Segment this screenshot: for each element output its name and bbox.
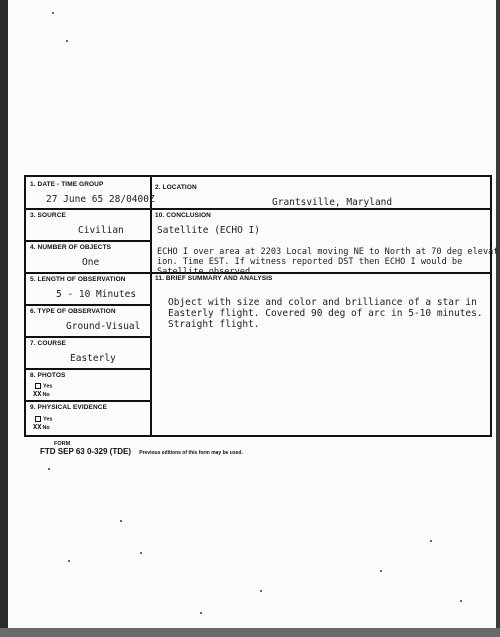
type-of-observation-label: 6. TYPE OF OBSERVATION [30, 308, 116, 315]
row-divider [26, 400, 150, 402]
conclusion-details-line2: ion. Time EST. If witness reported DST then ECHO I would be [157, 257, 463, 267]
length-of-observation-value: 5 - 10 Minutes [56, 289, 137, 300]
location-label: 2. LOCATION [155, 184, 197, 191]
column-divider [150, 177, 152, 435]
number-of-objects-value: One [82, 257, 100, 268]
conclusion-label: 10. CONCLUSION [155, 212, 211, 219]
number-of-objects-label: 4. NUMBER OF OBJECTS [30, 244, 112, 251]
course-label: 7. COURSE [30, 340, 66, 347]
row-divider [26, 272, 150, 274]
scan-border-bottom [0, 628, 500, 637]
photos-label: 8. PHOTOS [30, 372, 66, 379]
scan-speck [430, 540, 432, 542]
ufo-report-form [24, 175, 499, 437]
conclusion-value: Satellite (ECHO I) [157, 225, 260, 236]
scan-border-left [0, 0, 8, 637]
physical-evidence-yes-option: Yes [35, 416, 52, 422]
row-divider [26, 208, 150, 210]
scan-speck [260, 590, 262, 592]
form-edition-note: Previous editions of this form may be used. [139, 450, 243, 456]
typed-x-mark-icon: XX [33, 423, 42, 431]
scan-speck [48, 468, 50, 470]
row-divider [26, 304, 150, 306]
photos-no-option: XXNo [33, 390, 50, 398]
scan-speck [200, 612, 202, 614]
row-divider [26, 336, 150, 338]
conclusion-details-line1: ECHO I over area at 2203 Local moving NE to North at 70 deg elevat [157, 247, 499, 257]
checkbox-icon [35, 416, 41, 422]
scan-speck [380, 570, 382, 572]
source-label: 3. SOURCE [30, 212, 66, 219]
type-of-observation-value: Ground-Visual [66, 321, 141, 332]
length-of-observation-label: 5. LENGTH OF OBSERVATION [30, 276, 126, 283]
scan-speck [52, 12, 54, 14]
scan-speck [66, 40, 68, 42]
form-id: FTD SEP 63 0-329 (TDE) [40, 447, 131, 456]
course-value: Easterly [70, 353, 116, 364]
scan-speck [460, 600, 462, 602]
date-time-group-value: 27 June 65 28/0400Z [46, 194, 155, 205]
scan-border-right [496, 0, 500, 637]
conclusion-details-line3 [157, 266, 255, 271]
scan-speck [68, 560, 70, 562]
scan-speck [120, 520, 122, 522]
physical-evidence-no-option: XXNo [33, 423, 50, 431]
brief-summary-line3: Straight flight. [168, 319, 260, 330]
brief-summary-line2: Easterly flight. Covered 90 deg of arc in 5-10 minutes. [168, 308, 483, 319]
checkbox-icon [35, 383, 41, 389]
form-word: FORM [54, 441, 71, 447]
brief-summary-line1: Object with size and color and brilliance of a star in [168, 297, 477, 308]
brief-summary-label: 11. BRIEF SUMMARY AND ANALYSIS [155, 275, 273, 282]
source-value: Civilian [78, 225, 124, 236]
photos-yes-option: Yes [35, 383, 52, 389]
date-time-group-label: 1. DATE - TIME GROUP [30, 181, 104, 188]
row-divider [26, 240, 150, 242]
physical-evidence-label: 9. PHYSICAL EVIDENCE [30, 404, 108, 411]
row-divider [26, 368, 150, 370]
location-value: Grantsville, Maryland [272, 197, 393, 208]
row-divider [150, 208, 492, 210]
scan-speck [140, 552, 142, 554]
form-footer [40, 447, 243, 456]
typed-x-mark-icon: XX [33, 390, 42, 398]
